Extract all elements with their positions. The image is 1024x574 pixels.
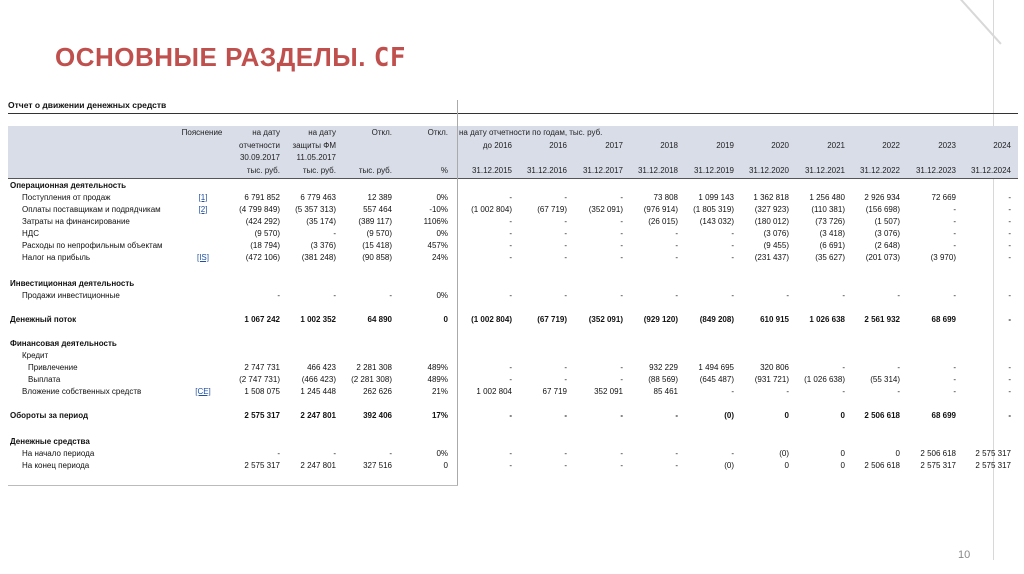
- year-cell: 2 561 932: [864, 315, 900, 324]
- year-cell: 1 099 143: [698, 193, 734, 202]
- year-cell: -: [731, 291, 734, 300]
- year-cell: -: [509, 461, 512, 470]
- year-cell: (2 648): [874, 241, 900, 250]
- value-cell: 2 247 801: [300, 411, 336, 420]
- total-row: [8, 314, 1018, 326]
- value-cell: (2 281 308): [351, 375, 392, 384]
- year-cell: -: [620, 411, 623, 420]
- header-year: 2020: [771, 141, 789, 150]
- value-cell: 6 779 463: [300, 193, 336, 202]
- year-cell: -: [509, 193, 512, 202]
- year-cell: -: [731, 449, 734, 458]
- year-cell: (1 026 638): [804, 375, 845, 384]
- year-cell: 68 699: [931, 411, 956, 420]
- header-cell: Откл.: [427, 128, 448, 137]
- header-note-label: Пояснение: [181, 128, 223, 137]
- year-cell: (3 418): [819, 229, 845, 238]
- value-cell: 0%: [436, 291, 448, 300]
- year-cell: -: [842, 363, 845, 372]
- note-link[interactable]: [CE]: [195, 387, 211, 396]
- year-cell: -: [842, 387, 845, 396]
- value-cell: -: [277, 449, 280, 458]
- row-label: На конец периода: [22, 461, 90, 470]
- header-row-1: [8, 127, 1018, 139]
- year-cell: -: [1008, 193, 1011, 202]
- value-cell: (2 747 731): [239, 375, 280, 384]
- year-cell: -: [786, 291, 789, 300]
- title-rule: [8, 113, 1018, 114]
- header-cell: тыс. руб.: [246, 166, 280, 175]
- header-cell: %: [440, 166, 448, 175]
- year-cell: -: [509, 375, 512, 384]
- value-cell: 1 508 075: [244, 387, 280, 396]
- value-cell: 457%: [427, 241, 448, 250]
- value-cell: 489%: [427, 375, 448, 384]
- year-cell: -: [620, 241, 623, 250]
- row-label: Денежные средства: [10, 437, 90, 446]
- year-cell: (6 691): [819, 241, 845, 250]
- value-cell: -10%: [429, 205, 448, 214]
- value-cell: 0: [443, 461, 448, 470]
- section-row: [8, 436, 1018, 448]
- year-cell: (1 507): [874, 217, 900, 226]
- value-cell: 2 281 308: [356, 363, 392, 372]
- year-cell: -: [564, 411, 567, 420]
- row-label: НДС: [22, 229, 39, 238]
- table-row: [8, 192, 1018, 204]
- value-cell: 0%: [436, 229, 448, 238]
- year-cell: (0): [724, 411, 734, 420]
- value-cell: -: [389, 449, 392, 458]
- value-cell: 1 245 448: [300, 387, 336, 396]
- value-cell: 2 247 801: [300, 461, 336, 470]
- value-cell: 0%: [436, 193, 448, 202]
- year-cell: (88 569): [648, 375, 678, 384]
- value-cell: 1 067 242: [244, 315, 280, 324]
- row-label: Кредит: [22, 351, 49, 360]
- header-year-date: 31.12.2016: [526, 166, 567, 175]
- value-cell: (15 418): [362, 241, 392, 250]
- year-cell: -: [1008, 363, 1011, 372]
- year-cell: -: [675, 241, 678, 250]
- table-row: [8, 290, 1018, 302]
- year-cell: (931 721): [754, 375, 789, 384]
- year-cell: (352 091): [588, 205, 623, 214]
- value-cell: (3 376): [310, 241, 336, 250]
- total-row: [8, 410, 1018, 422]
- year-cell: 1 002 804: [476, 387, 512, 396]
- year-cell: -: [953, 363, 956, 372]
- header-year-date: 31.12.2015: [471, 166, 512, 175]
- year-cell: (26 015): [648, 217, 678, 226]
- year-cell: -: [731, 241, 734, 250]
- header-year-date: 31.12.2024: [970, 166, 1011, 175]
- table-row: [8, 350, 1018, 362]
- year-cell: -: [1008, 253, 1011, 262]
- header-cell: тыс. руб.: [302, 166, 336, 175]
- value-cell: (389 117): [358, 217, 392, 226]
- row-label: Выплата: [28, 375, 61, 384]
- value-cell: 2 575 317: [244, 411, 280, 420]
- value-cell: -: [333, 291, 336, 300]
- header-cell: 11.05.2017: [296, 153, 336, 162]
- value-cell: -: [333, 449, 336, 458]
- row-label: Налог на прибыль: [22, 253, 91, 262]
- year-cell: (156 698): [865, 205, 900, 214]
- row-label: Финансовая деятельность: [10, 339, 117, 348]
- year-cell: 352 091: [594, 387, 623, 396]
- header-year-date: 31.12.2017: [582, 166, 623, 175]
- year-cell: -: [564, 363, 567, 372]
- value-cell: 1 002 352: [300, 315, 336, 324]
- year-cell: -: [1008, 411, 1011, 420]
- row-label: На начало периода: [22, 449, 95, 458]
- header-year: 2018: [660, 141, 678, 150]
- table-row: [8, 204, 1018, 216]
- year-cell: 73 808: [653, 193, 678, 202]
- header-year: 2024: [993, 141, 1011, 150]
- year-cell: 610 915: [760, 315, 789, 324]
- year-cell: 2 506 618: [920, 449, 956, 458]
- year-cell: (110 381): [811, 205, 845, 214]
- year-cell: -: [509, 217, 512, 226]
- year-cell: 2 575 317: [975, 461, 1011, 470]
- table-row: [8, 386, 1018, 398]
- row-label: Продажи инвестиционные: [22, 291, 120, 300]
- header-year: 2019: [716, 141, 734, 150]
- year-cell: 0: [784, 411, 789, 420]
- year-cell: -: [620, 229, 623, 238]
- year-cell: 68 699: [931, 315, 956, 324]
- year-cell: -: [564, 217, 567, 226]
- year-cell: -: [509, 363, 512, 372]
- year-cell: (3 970): [930, 253, 956, 262]
- year-cell: -: [1008, 375, 1011, 384]
- year-cell: -: [620, 217, 623, 226]
- value-cell: 0%: [436, 449, 448, 458]
- year-cell: -: [564, 449, 567, 458]
- value-cell: 6 791 852: [244, 193, 280, 202]
- year-cell: (929 120): [643, 315, 678, 324]
- year-cell: -: [509, 229, 512, 238]
- year-cell: (9 455): [763, 241, 789, 250]
- row-label: Вложение собственных средств: [22, 387, 142, 396]
- section-row: [8, 180, 1018, 192]
- year-cell: 85 461: [653, 387, 678, 396]
- value-cell: (18 794): [250, 241, 280, 250]
- header-cell: Откл.: [371, 128, 392, 137]
- year-cell: -: [620, 291, 623, 300]
- header-cell: отчетности: [239, 141, 280, 150]
- value-cell: (9 570): [254, 229, 280, 238]
- header-row-2: [8, 140, 1018, 152]
- header-year: до 2016: [482, 141, 512, 150]
- value-cell: (466 423): [301, 375, 336, 384]
- header-cell: на дату: [252, 128, 280, 137]
- year-cell: -: [564, 241, 567, 250]
- year-cell: -: [1008, 205, 1011, 214]
- year-cell: (0): [724, 461, 734, 470]
- value-cell: 2 575 317: [244, 461, 280, 470]
- year-cell: -: [509, 241, 512, 250]
- row-label: Расходы по непрофильным объектам: [22, 241, 163, 250]
- year-cell: -: [509, 411, 512, 420]
- year-cell: -: [953, 387, 956, 396]
- row-label: Инвестиционная деятельность: [10, 279, 135, 288]
- year-cell: -: [564, 229, 567, 238]
- header-years-band: на дату отчетности по годам, тыс. руб.: [459, 128, 603, 137]
- year-cell: -: [620, 193, 623, 202]
- year-cell: -: [564, 291, 567, 300]
- header-cell: 30.09.2017: [239, 153, 280, 162]
- table-row: [8, 362, 1018, 374]
- value-cell: 12 389: [367, 193, 392, 202]
- year-cell: -: [953, 291, 956, 300]
- row-label: Операционная деятельность: [10, 181, 127, 190]
- year-cell: -: [675, 291, 678, 300]
- table-row: [8, 228, 1018, 240]
- year-cell: 0: [840, 449, 845, 458]
- year-cell: (1 002 804): [471, 315, 512, 324]
- header-year-date: 31.12.2021: [804, 166, 845, 175]
- value-cell: -: [389, 291, 392, 300]
- value-cell: (5 357 313): [295, 205, 336, 214]
- year-cell: 0: [895, 449, 900, 458]
- year-cell: -: [731, 229, 734, 238]
- value-cell: -: [277, 291, 280, 300]
- header-year: 2016: [549, 141, 567, 150]
- year-cell: (0): [779, 449, 789, 458]
- table-bottom-rule: [8, 485, 458, 486]
- year-cell: -: [564, 375, 567, 384]
- year-cell: -: [897, 291, 900, 300]
- value-cell: 262 626: [363, 387, 392, 396]
- year-cell: (35 627): [815, 253, 845, 262]
- value-cell: (9 570): [366, 229, 392, 238]
- year-cell: -: [842, 291, 845, 300]
- year-cell: -: [564, 461, 567, 470]
- header-year-date: 31.12.2018: [637, 166, 678, 175]
- year-cell: -: [564, 193, 567, 202]
- year-cell: 0: [840, 411, 845, 420]
- year-cell: 72 669: [931, 193, 956, 202]
- header-row-3: [8, 152, 1018, 164]
- year-cell: -: [953, 241, 956, 250]
- year-cell: 1 494 695: [698, 363, 734, 372]
- year-cell: (327 923): [754, 205, 789, 214]
- year-cell: -: [731, 253, 734, 262]
- year-cell: -: [509, 291, 512, 300]
- value-cell: 2 747 731: [244, 363, 280, 372]
- value-cell: 392 406: [363, 411, 392, 420]
- value-cell: (90 858): [362, 253, 392, 262]
- header-year: 2021: [827, 141, 845, 150]
- year-cell: -: [953, 217, 956, 226]
- value-cell: 466 423: [307, 363, 336, 372]
- header-year: 2022: [882, 141, 900, 150]
- value-cell: 64 890: [367, 315, 392, 324]
- year-cell: -: [897, 387, 900, 396]
- year-cell: (67 719): [537, 315, 567, 324]
- table-row: [8, 448, 1018, 460]
- year-cell: -: [509, 253, 512, 262]
- value-cell: 557 464: [363, 205, 392, 214]
- year-cell: -: [620, 449, 623, 458]
- year-cell: (67 719): [537, 205, 567, 214]
- year-cell: -: [953, 229, 956, 238]
- year-cell: 2 926 934: [864, 193, 900, 202]
- year-cell: 1 026 638: [809, 315, 845, 324]
- slide-title-main: ОСНОВНЫЕ РАЗДЕЛЫ.: [55, 42, 374, 72]
- header-year: 2023: [938, 141, 956, 150]
- year-cell: (180 012): [754, 217, 789, 226]
- table-row: [8, 216, 1018, 228]
- year-cell: 2 506 618: [864, 411, 900, 420]
- value-cell: (381 248): [301, 253, 336, 262]
- value-cell: (4 799 849): [239, 205, 280, 214]
- row-label: Затраты на финансирование: [22, 217, 130, 226]
- year-cell: -: [675, 449, 678, 458]
- year-cell: (3 076): [763, 229, 789, 238]
- year-cell: (3 076): [874, 229, 900, 238]
- slide-title-suffix: CF: [373, 43, 407, 73]
- year-cell: -: [1008, 387, 1011, 396]
- year-cell: 1 362 818: [753, 193, 789, 202]
- note-link[interactable]: [2]: [198, 205, 208, 214]
- table-row: [8, 252, 1018, 264]
- year-cell: 2 575 317: [920, 461, 956, 470]
- value-cell: -: [333, 229, 336, 238]
- row-label: Обороты за период: [10, 411, 89, 420]
- year-cell: -: [620, 253, 623, 262]
- header-year-date: 31.12.2022: [859, 166, 900, 175]
- header-row-4: [8, 165, 1018, 177]
- slide-title: [55, 42, 406, 73]
- year-cell: -: [675, 253, 678, 262]
- note-link[interactable]: [IS]: [196, 253, 209, 262]
- year-cell: 932 229: [649, 363, 678, 372]
- value-cell: 1106%: [423, 217, 448, 226]
- value-cell: 21%: [431, 387, 448, 396]
- header-cell: на дату: [308, 128, 336, 137]
- value-cell: (35 174): [306, 217, 336, 226]
- section-row: [8, 338, 1018, 350]
- row-label: Денежный поток: [10, 315, 77, 324]
- year-cell: (976 914): [643, 205, 678, 214]
- year-cell: 0: [840, 461, 845, 470]
- year-cell: -: [675, 229, 678, 238]
- row-label: Привлечение: [28, 363, 78, 372]
- header-rule: [8, 178, 1018, 179]
- year-cell: -: [1008, 241, 1011, 250]
- header-year-date: 31.12.2020: [748, 166, 789, 175]
- year-cell: -: [1008, 229, 1011, 238]
- note-link[interactable]: [1]: [198, 193, 208, 202]
- value-cell: 24%: [431, 253, 448, 262]
- year-cell: -: [786, 387, 789, 396]
- year-cell: -: [1008, 315, 1011, 324]
- row-label: Поступления от продаж: [22, 193, 111, 202]
- year-cell: -: [953, 205, 956, 214]
- year-cell: -: [675, 461, 678, 470]
- year-cell: (849 208): [699, 315, 734, 324]
- year-cell: -: [675, 411, 678, 420]
- table-row: [8, 240, 1018, 252]
- value-cell: 17%: [431, 411, 448, 420]
- year-cell: (1 805 319): [693, 205, 734, 214]
- row-label: Оплаты поставщикам и подрядчикам: [22, 205, 161, 214]
- year-cell: 67 719: [542, 387, 567, 396]
- page-number: 10: [958, 549, 971, 561]
- table-row: [8, 460, 1018, 472]
- section-row: [8, 278, 1018, 290]
- value-cell: (472 106): [245, 253, 280, 262]
- year-cell: (201 073): [865, 253, 900, 262]
- year-cell: 320 806: [760, 363, 789, 372]
- year-cell: (352 091): [588, 315, 623, 324]
- year-cell: -: [620, 363, 623, 372]
- year-cell: -: [897, 363, 900, 372]
- year-cell: -: [564, 253, 567, 262]
- year-cell: 2 506 618: [864, 461, 900, 470]
- header-year-date: 31.12.2023: [915, 166, 956, 175]
- year-cell: -: [509, 449, 512, 458]
- value-cell: (424 292): [245, 217, 280, 226]
- year-cell: (1 002 804): [471, 205, 512, 214]
- slide-frame-diagonal: [960, 0, 1002, 45]
- value-cell: 0: [443, 315, 448, 324]
- year-cell: -: [731, 387, 734, 396]
- report-title: Отчет о движении денежных средств: [8, 100, 167, 110]
- year-cell: -: [1008, 217, 1011, 226]
- year-cell: (73 726): [815, 217, 845, 226]
- year-cell: (231 437): [754, 253, 789, 262]
- header-year: 2017: [605, 141, 623, 150]
- value-cell: 327 516: [363, 461, 392, 470]
- value-cell: 489%: [427, 363, 448, 372]
- year-cell: -: [620, 461, 623, 470]
- header-cell: защиты ФМ: [292, 141, 336, 150]
- year-cell: (645 487): [699, 375, 734, 384]
- year-cell: 0: [784, 461, 789, 470]
- year-cell: 1 256 480: [809, 193, 845, 202]
- header-year-date: 31.12.2019: [693, 166, 734, 175]
- table-row: [8, 374, 1018, 386]
- year-cell: -: [953, 375, 956, 384]
- year-cell: (55 314): [870, 375, 900, 384]
- year-cell: 2 575 317: [975, 449, 1011, 458]
- year-cell: -: [1008, 291, 1011, 300]
- year-cell: (143 032): [699, 217, 734, 226]
- header-cell: тыс. руб.: [358, 166, 392, 175]
- year-cell: -: [620, 375, 623, 384]
